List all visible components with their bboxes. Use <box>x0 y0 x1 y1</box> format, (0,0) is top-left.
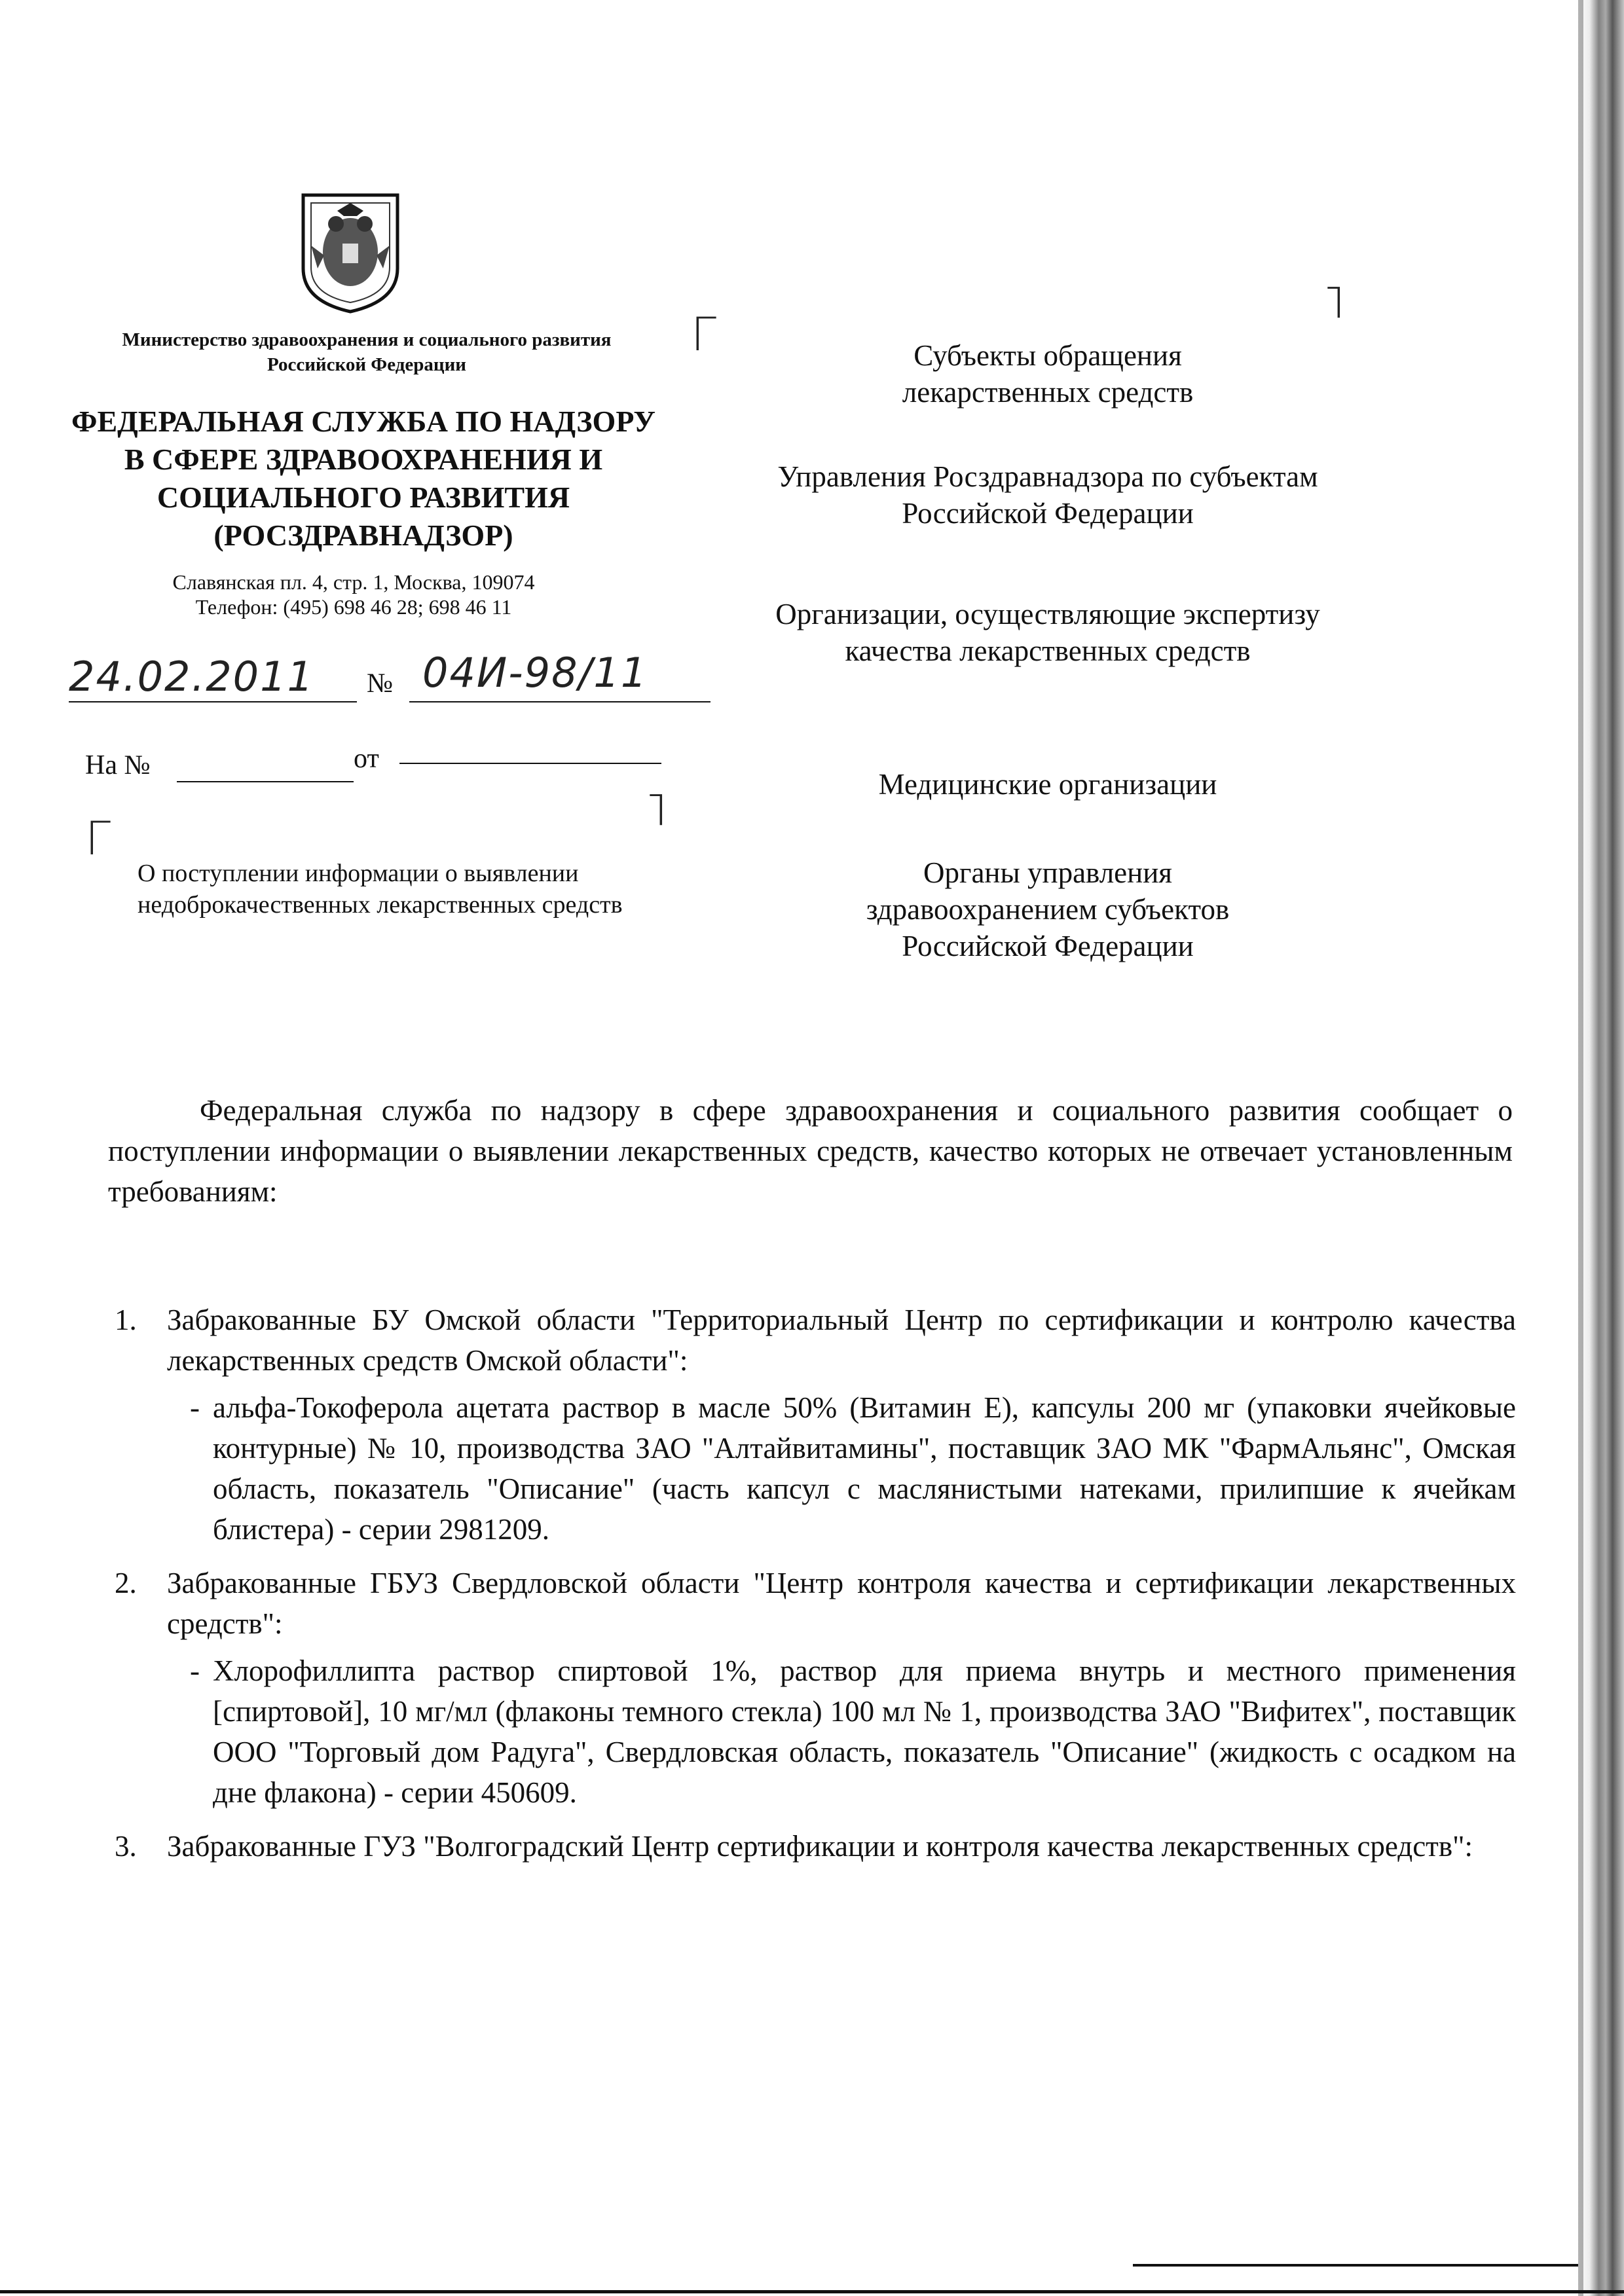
page-bottom-rule <box>0 2290 1624 2293</box>
date-number-line <box>69 649 724 710</box>
agency-line-1: ФЕДЕРАЛЬНАЯ СЛУЖБА ПО НАДЗОРУ <box>71 405 656 438</box>
footer-short-rule <box>1133 2264 1578 2267</box>
corner-bracket-top-right: ˥ <box>1323 275 1346 329</box>
number-label: № <box>367 668 394 699</box>
list-item-number: 1. <box>115 1303 137 1336</box>
list-item-number: 2. <box>115 1567 137 1599</box>
agency-name <box>59 403 668 555</box>
corner-bracket-subject-left: Γ <box>85 812 111 866</box>
ref-number-label: На № <box>85 750 151 780</box>
list-item-title: Забракованные ГУЗ "Волгоградский Центр сертификации и контроля качества лекарственных средств": <box>167 1830 1473 1863</box>
scan-edge-line <box>1578 0 1583 2296</box>
list-item-number: 3. <box>115 1830 137 1863</box>
corner-bracket-subject-right: ˥ <box>645 782 668 836</box>
addressee-4: Медицинские организации <box>878 768 1217 801</box>
number-underline <box>409 701 710 702</box>
addressee-5: Органы управления здравоохранением субъектов Российской Федерации <box>866 856 1230 962</box>
dash-bullet: - <box>190 1391 200 1424</box>
list-item <box>108 1300 1516 1381</box>
list-item-title: Забракованные БУ Омской области "Территориальный Центр по сертификации и контролю качества лекарственных средств Омской области": <box>167 1303 1516 1377</box>
intro-paragraph: Федеральная служба по надзору в сфере здравоохранения и социального развития сообщает о поступлении информации о выявлении лекарственных средств, качество которых не отвечает установленным требованиям: <box>108 1094 1513 1208</box>
ref-date-blank <box>399 763 661 764</box>
coat-of-arms-emblem <box>298 190 403 314</box>
agency-line-4: (РОСЗДРАВНАДЗОР) <box>213 519 513 552</box>
address-line: Славянская пл. 4, стр. 1, Москва, 109074 <box>172 570 535 594</box>
list-item-title: Забракованные ГБУЗ Свердловской области "Центр контроля качества и сертификации лекарственных средств": <box>167 1567 1516 1640</box>
scan-edge-shadow <box>1578 0 1624 2296</box>
handwritten-date: 24.02.2011 <box>69 653 314 701</box>
addressee-3: Организации, осуществляющие экспертизу качества лекарственных средств <box>775 598 1320 667</box>
addressee-1: Субъекты обращения лекарственных средств <box>902 339 1194 409</box>
defect-list <box>108 1300 1516 1867</box>
list-subitem <box>108 1650 1516 1813</box>
list-subitem-text: альфа-Токоферола ацетата раствор в масле 50% (Витамин Е), капсулы 200 мг (упаковки ячейковые контурные) № 10, производства ЗАО "Алтайвитамины", поставщик ЗАО МК "ФармАльянс", Омская область, показатель "Описание" (часть капсул с маслянистыми натеками, прилипшие к ячейкам блистера) - серии 2981209. <box>213 1391 1516 1546</box>
list-subitem <box>108 1387 1516 1550</box>
agency-line-3: СОЦИАЛЬНОГО РАЗВИТИЯ <box>157 481 570 514</box>
agency-line-2: В СФЕРЕ ЗДРАВООХРАНЕНИЯ И <box>124 443 603 476</box>
list-item <box>108 1826 1516 1867</box>
corner-bracket-top-left: Γ <box>691 308 716 361</box>
date-underline <box>69 701 357 702</box>
reference-line <box>85 744 661 789</box>
ministry-name: Министерство здравоохранения и социального развития Российской Федерации <box>122 329 612 375</box>
agency-address <box>105 570 602 619</box>
ref-number-blank <box>177 781 354 782</box>
addressee-2: Управления Росздравнадзора по субъектам Российской Федерации <box>777 460 1318 530</box>
ref-from-label: от <box>354 744 379 774</box>
phone-line: Телефон: (495) 698 46 28; 698 46 11 <box>195 595 512 619</box>
dash-bullet: - <box>190 1654 200 1687</box>
list-item <box>108 1563 1516 1644</box>
letter-subject: О поступлении информации о выявлении недоброкачественных лекарственных средств <box>138 860 623 919</box>
handwritten-number: 04И-98/11 <box>422 649 648 697</box>
list-subitem-text: Хлорофиллипта раствор спиртовой 1%, раствор для приема внутрь и местного применения [спиртовой], 10 мг/мл (флаконы темного стекла) 100 мл № 1, производства ЗАО "Вифитех", поставщик ООО "Торговый дом Радуга", Свердловская область, показатель "Описание" (жидкость с осадком на дне флакона) - серии 450609. <box>213 1654 1516 1809</box>
